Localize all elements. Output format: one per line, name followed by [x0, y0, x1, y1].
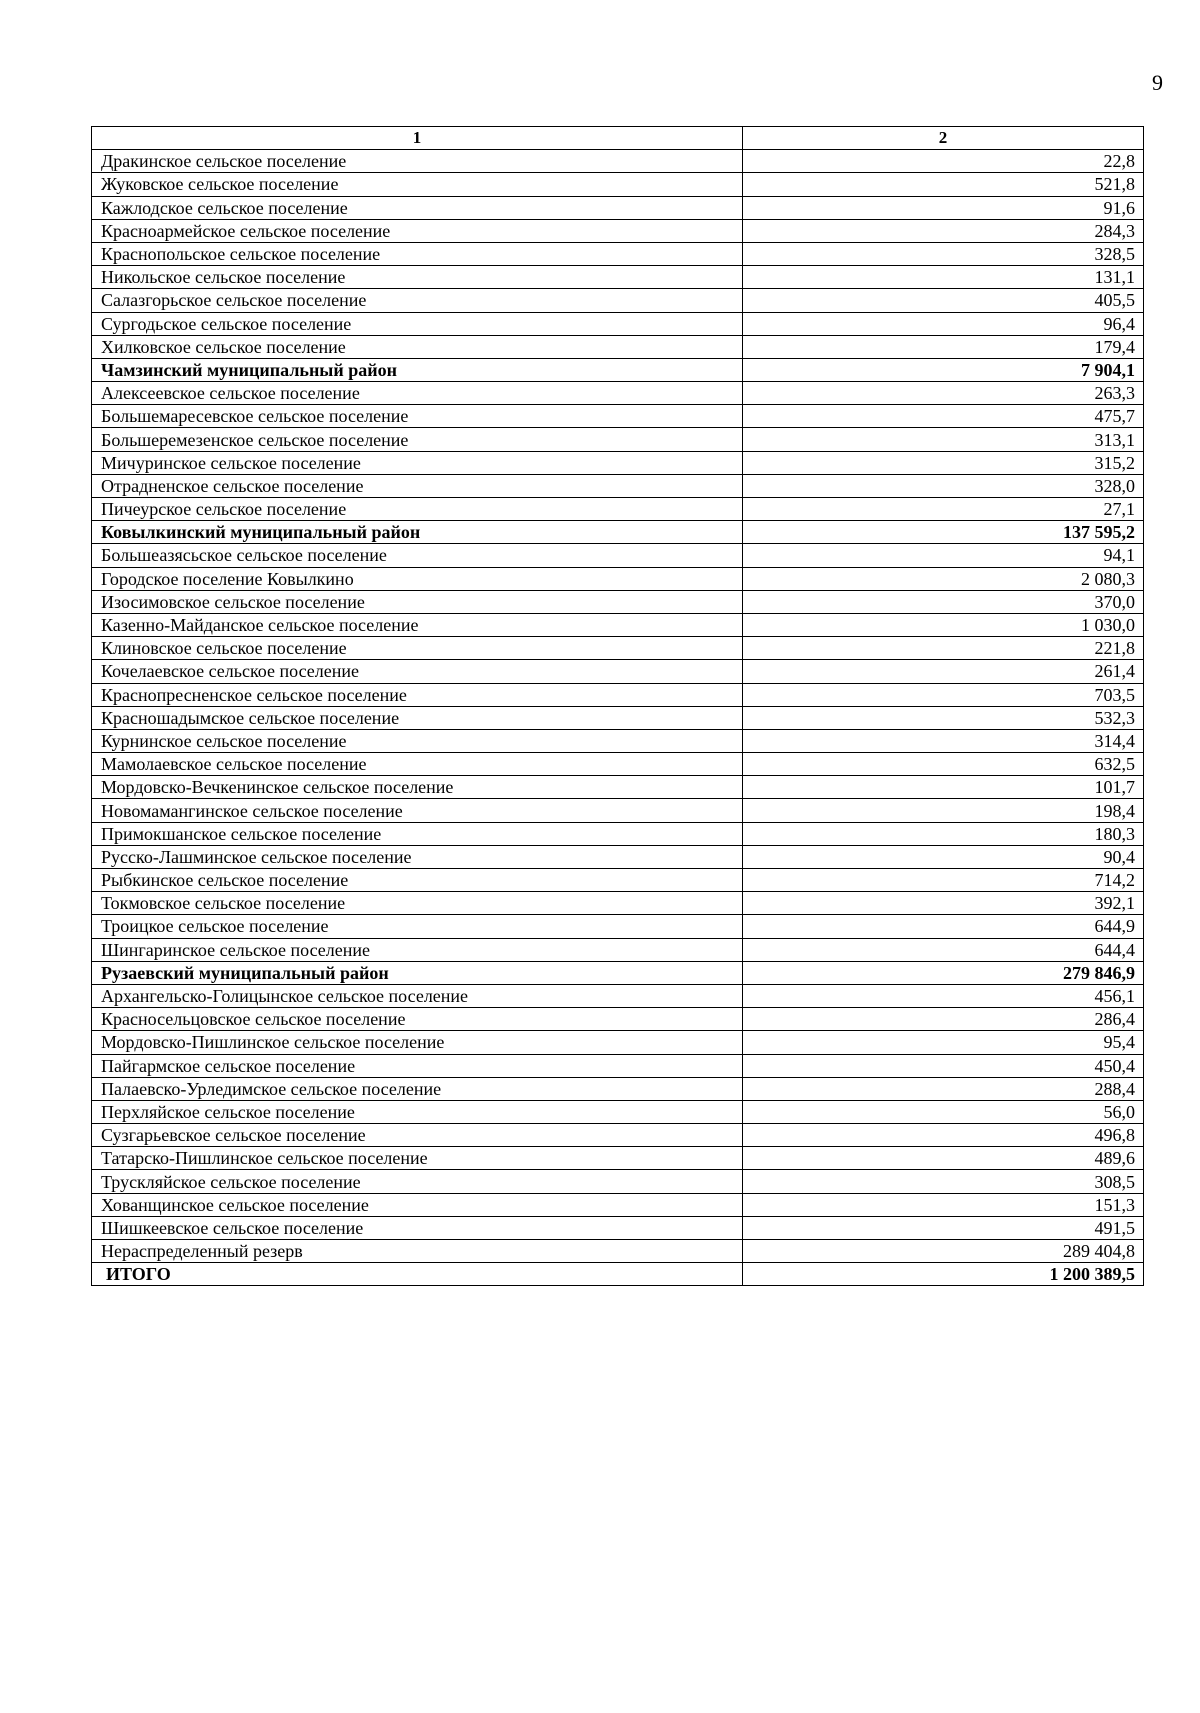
table-row: [92, 590, 1144, 613]
row-value: 456,1: [743, 984, 1144, 1007]
row-value: 284,3: [743, 219, 1144, 242]
row-value: 288,4: [743, 1077, 1144, 1100]
row-name: Палаевско-Урледимское сельское поселение: [92, 1077, 743, 1100]
row-name: Пайгармское сельское поселение: [92, 1054, 743, 1077]
row-value: 95,4: [743, 1031, 1144, 1054]
row-name: Мичуринское сельское поселение: [92, 451, 743, 474]
row-value: 221,8: [743, 637, 1144, 660]
table-row: [92, 799, 1144, 822]
table-row: [92, 312, 1144, 335]
row-value: 314,4: [743, 729, 1144, 752]
row-name: Большеремезенское сельское поселение: [92, 428, 743, 451]
row-value: 286,4: [743, 1008, 1144, 1031]
total-label: ИТОГО: [92, 1263, 743, 1286]
row-name: Нераспределенный резерв: [92, 1240, 743, 1263]
row-value: 131,1: [743, 266, 1144, 289]
table-row: [92, 266, 1144, 289]
table-row: [92, 776, 1144, 799]
row-name: Кочелаевское сельское поселение: [92, 660, 743, 683]
table-row: [92, 1240, 1144, 1263]
row-value: 22,8: [743, 150, 1144, 173]
row-value: 7 904,1: [743, 358, 1144, 381]
row-name: Краснопольское сельское поселение: [92, 242, 743, 265]
row-value: 90,4: [743, 845, 1144, 868]
row-value: 450,4: [743, 1054, 1144, 1077]
total-row: [92, 1263, 1144, 1286]
row-value: 475,7: [743, 405, 1144, 428]
row-value: 180,3: [743, 822, 1144, 845]
table-row: [92, 451, 1144, 474]
table-row: [92, 1100, 1144, 1123]
table-row: [92, 544, 1144, 567]
row-name: Красносельцовское сельское поселение: [92, 1008, 743, 1031]
row-value: 96,4: [743, 312, 1144, 335]
row-name: Казенно-Майданское сельское поселение: [92, 613, 743, 636]
table-row: [92, 984, 1144, 1007]
row-name: Токмовское сельское поселение: [92, 892, 743, 915]
row-value: 405,5: [743, 289, 1144, 312]
table-row: [92, 150, 1144, 173]
table-row: [92, 405, 1144, 428]
page-number: 9: [1152, 70, 1163, 95]
row-value: 151,3: [743, 1193, 1144, 1216]
table-row: [92, 822, 1144, 845]
table-row: [92, 219, 1144, 242]
row-name: Салазгорьское сельское поселение: [92, 289, 743, 312]
row-name: Изосимовское сельское поселение: [92, 590, 743, 613]
row-value: 496,8: [743, 1124, 1144, 1147]
table-row: [92, 1054, 1144, 1077]
row-value: 714,2: [743, 869, 1144, 892]
row-value: 489,6: [743, 1147, 1144, 1170]
row-value: 315,2: [743, 451, 1144, 474]
table-row: [92, 683, 1144, 706]
row-name: Трускляйское сельское поселение: [92, 1170, 743, 1193]
table-row: [92, 1193, 1144, 1216]
row-name: Городское поселение Ковылкино: [92, 567, 743, 590]
row-value: 328,0: [743, 474, 1144, 497]
row-value: 91,6: [743, 196, 1144, 219]
row-name: Перхляйское сельское поселение: [92, 1100, 743, 1123]
row-value: 289 404,8: [743, 1240, 1144, 1263]
row-name: Красношадымское сельское поселение: [92, 706, 743, 729]
row-value: 94,1: [743, 544, 1144, 567]
table-row: [92, 1170, 1144, 1193]
row-name: Архангельско-Голицынское сельское поселение: [92, 984, 743, 1007]
row-value: 56,0: [743, 1100, 1144, 1123]
row-value: 263,3: [743, 382, 1144, 405]
row-name: Чамзинский муниципальный район: [92, 358, 743, 381]
table-row: [92, 729, 1144, 752]
row-name: Отрадненское сельское поселение: [92, 474, 743, 497]
row-name: Новомамангинское сельское поселение: [92, 799, 743, 822]
row-name: Татарско-Пишлинское сельское поселение: [92, 1147, 743, 1170]
district-row: [92, 521, 1144, 544]
table-row: [92, 1077, 1144, 1100]
row-name: Мордовско-Вечкенинское сельское поселение: [92, 776, 743, 799]
row-name: Пичеурское сельское поселение: [92, 498, 743, 521]
row-value: 521,8: [743, 173, 1144, 196]
row-name: Никольское сельское поселение: [92, 266, 743, 289]
row-name: Ковылкинский муниципальный район: [92, 521, 743, 544]
row-name: Сургодьское сельское поселение: [92, 312, 743, 335]
row-name: Мамолаевское сельское поселение: [92, 753, 743, 776]
row-name: Краснопресненское сельское поселение: [92, 683, 743, 706]
row-name: Рузаевский муниципальный район: [92, 961, 743, 984]
table-row: [92, 938, 1144, 961]
row-name: Хилковское сельское поселение: [92, 335, 743, 358]
row-value: 27,1: [743, 498, 1144, 521]
table-row: [92, 474, 1144, 497]
column-header-2: 2: [743, 127, 1144, 150]
table-row: [92, 1124, 1144, 1147]
row-name: Примокшанское сельское поселение: [92, 822, 743, 845]
table-row: [92, 660, 1144, 683]
row-value: 644,9: [743, 915, 1144, 938]
row-value: 313,1: [743, 428, 1144, 451]
row-name: Русско-Лашминское сельское поселение: [92, 845, 743, 868]
row-name: Кажлодское сельское поселение: [92, 196, 743, 219]
total-value: 1 200 389,5: [743, 1263, 1144, 1286]
row-value: 179,4: [743, 335, 1144, 358]
table-row: [92, 613, 1144, 636]
row-name: Троицкое сельское поселение: [92, 915, 743, 938]
table-row: [92, 1031, 1144, 1054]
row-value: 101,7: [743, 776, 1144, 799]
table-row: [92, 845, 1144, 868]
row-name: Жуковское сельское поселение: [92, 173, 743, 196]
row-value: 370,0: [743, 590, 1144, 613]
row-name: Мордовско-Пишлинское сельское поселение: [92, 1031, 743, 1054]
row-name: Шингаринское сельское поселение: [92, 938, 743, 961]
row-name: Красноармейское сельское поселение: [92, 219, 743, 242]
table-row: [92, 498, 1144, 521]
table-row: [92, 567, 1144, 590]
table-header-row: [92, 127, 1144, 150]
table-body: [92, 150, 1144, 1263]
row-name: Сузгарьевское сельское поселение: [92, 1124, 743, 1147]
row-name: Шишкеевское сельское поселение: [92, 1216, 743, 1239]
row-value: 644,4: [743, 938, 1144, 961]
row-value: 491,5: [743, 1216, 1144, 1239]
row-name: Дракинское сельское поселение: [92, 150, 743, 173]
row-value: 532,3: [743, 706, 1144, 729]
district-row: [92, 961, 1144, 984]
table-row: [92, 428, 1144, 451]
table-row: [92, 382, 1144, 405]
row-name: Курнинское сельское поселение: [92, 729, 743, 752]
row-value: 308,5: [743, 1170, 1144, 1193]
row-value: 137 595,2: [743, 521, 1144, 544]
row-value: 2 080,3: [743, 567, 1144, 590]
row-name: Большеазясьское сельское поселение: [92, 544, 743, 567]
table-row: [92, 1008, 1144, 1031]
row-value: 1 030,0: [743, 613, 1144, 636]
row-name: Большемаресевское сельское поселение: [92, 405, 743, 428]
table-row: [92, 242, 1144, 265]
table-row: [92, 1216, 1144, 1239]
row-value: 279 846,9: [743, 961, 1144, 984]
allocation-table-container: [91, 126, 1143, 1286]
table-row: [92, 335, 1144, 358]
table-row: [92, 706, 1144, 729]
table-row: [92, 1147, 1144, 1170]
row-name: Клиновское сельское поселение: [92, 637, 743, 660]
table-row: [92, 753, 1144, 776]
row-value: 261,4: [743, 660, 1144, 683]
row-value: 328,5: [743, 242, 1144, 265]
row-value: 198,4: [743, 799, 1144, 822]
table-row: [92, 892, 1144, 915]
table-row: [92, 869, 1144, 892]
row-name: Хованщинское сельское поселение: [92, 1193, 743, 1216]
column-header-1: 1: [92, 127, 743, 150]
table-row: [92, 173, 1144, 196]
row-value: 392,1: [743, 892, 1144, 915]
table-row: [92, 289, 1144, 312]
row-name: Рыбкинское сельское поселение: [92, 869, 743, 892]
district-row: [92, 358, 1144, 381]
row-value: 703,5: [743, 683, 1144, 706]
table-row: [92, 915, 1144, 938]
table-row: [92, 196, 1144, 219]
row-value: 632,5: [743, 753, 1144, 776]
allocation-table: [91, 126, 1144, 1286]
table-row: [92, 637, 1144, 660]
row-name: Алексеевское сельское поселение: [92, 382, 743, 405]
